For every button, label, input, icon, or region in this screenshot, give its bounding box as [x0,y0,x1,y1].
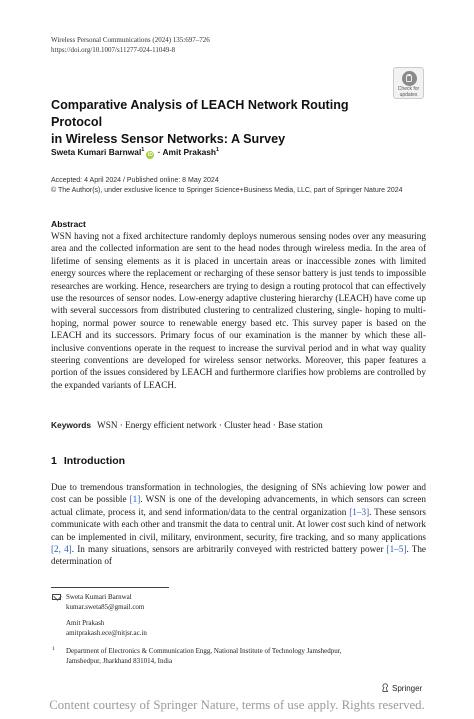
corresponding-author-email[interactable]: kumar.sweta85@gmail.com [66,603,145,611]
springer-horse-icon [381,683,389,692]
badge-line2: updates [399,91,418,98]
paper-title [51,97,381,148]
publisher-logo [381,683,422,694]
author-affiliation-mark-2: 1 [216,147,220,154]
keywords [51,419,323,431]
intro-text: . WSN is one of the developing advancements, in which sensors can screen actual climate, process it, and send information/data to the central organization [51,494,426,517]
affiliation-line-1: Department of Electronics & Communication Engg, National Institute of Technology Jamshedpur, [66,647,342,655]
envelope-icon [52,594,61,600]
journal-citation: Wireless Personal Communications (2024) 135:697–726 [51,36,210,44]
check-for-updates-icon [402,71,417,86]
author-name[interactable]: Sweta Kumari Barnwal [51,147,142,157]
author-separator: · [157,147,161,157]
intro-text: . The determination of [51,544,426,567]
publication-dates: Accepted: 4 April 2024 / Published online: 8 May 2024 [51,177,219,184]
copyright-notice: © The Author(s), under exclusive licence to Springer Science+Business Media, LLC, part of Springer Nature 2024 [51,187,403,194]
corresponding-author-name: Sweta Kumari Barnwal [66,593,132,601]
courtesy-watermark: Content courtesy of Springer Nature, terms of use apply. Rights reserved. [49,698,425,712]
section-number: 1 [51,455,57,467]
intro-text: . These sensors communicate with each other and transmit the data to central unit. At lower cost such kind of network can be implemented in civil, military, environment, security, fire tracking, and so many applications [51,506,426,542]
intro-text: . In many situations, sensors are arbitrarily conveyed with restricted battery power [71,544,387,555]
abstract-heading: Abstract [51,219,86,229]
section-title: Introduction [63,455,126,467]
keywords-label: Keywords [51,420,92,430]
title-line1: Comparative Analysis of LEACH Network Routing Protocol [51,98,349,129]
title-line2: in Wireless Sensor Networks: A Survey [51,132,286,146]
citation-link[interactable]: [1–3] [349,506,370,517]
footnote-divider [51,587,169,588]
author-affiliation-mark: 1 [141,147,145,154]
doi-link[interactable]: https://doi.org/10.1007/s11277-024-11049-8 [51,46,176,54]
check-for-updates-badge[interactable] [393,67,424,99]
citation-link[interactable]: [1–5] [386,544,407,555]
author-list [51,147,219,159]
orcid-icon[interactable]: iD [147,152,153,158]
affiliation-number: 1 [52,646,55,652]
abstract-text: WSN having not a fixed architecture randomly deploys numerous sensing nodes over any measuring area and the collected information are sent to the head nodes through wireless media. In the area of lifetime of sensing elements as it is placed in uncertain areas or inaccessible zones with limited energy sources where the replacement or recharging of these sensor battery is just tends to impossible researches are working. Hence, researchers are trying to design a routing protocol that can effectively use the resources of sensor nodes. Low-energy adaptive clustering hierarchy (LEACH) have come up with several successors from distributed clustering to centralized clustering, single- hoping to multi-hoping, normal power source to renewable energy based etc. This survey paper is based on the LEACH and its successors. Primary focus of our examination is the manner by which these all-inclusive conventions operate in the request to increase the survival period and in what way quality steering conventions are developed for wireless sensor networks. Moreover, this paper features a portion of the issues considered by LEACH and furthermore clarifies how problems are controlled by the expanded variants of LEACH. [51,231,426,390]
publisher-name: Springer [392,684,423,693]
intro-paragraph [51,481,426,568]
affiliation-line-2: Jamshedpur, Jharkhand 831014, India [66,657,173,665]
section-heading [51,455,125,468]
coauthor-name: Amit Prakash [66,619,105,627]
intro-text: Due to tremendous transformation in technologies, the designing of SNs achieving low power and cost can be possible [51,482,426,505]
author-name-2[interactable]: Amit Prakash [162,147,217,157]
badge-text [394,87,423,98]
badge-line1: Check for [397,86,420,92]
keywords-list: WSN · Energy efficient network · Cluster head · Base station [97,420,323,430]
citation-link[interactable]: [1] [129,494,141,505]
coauthor-email[interactable]: amitprakash.ece@nitjsr.ac.in [66,629,147,637]
citation-link[interactable]: [2, 4] [51,544,72,555]
